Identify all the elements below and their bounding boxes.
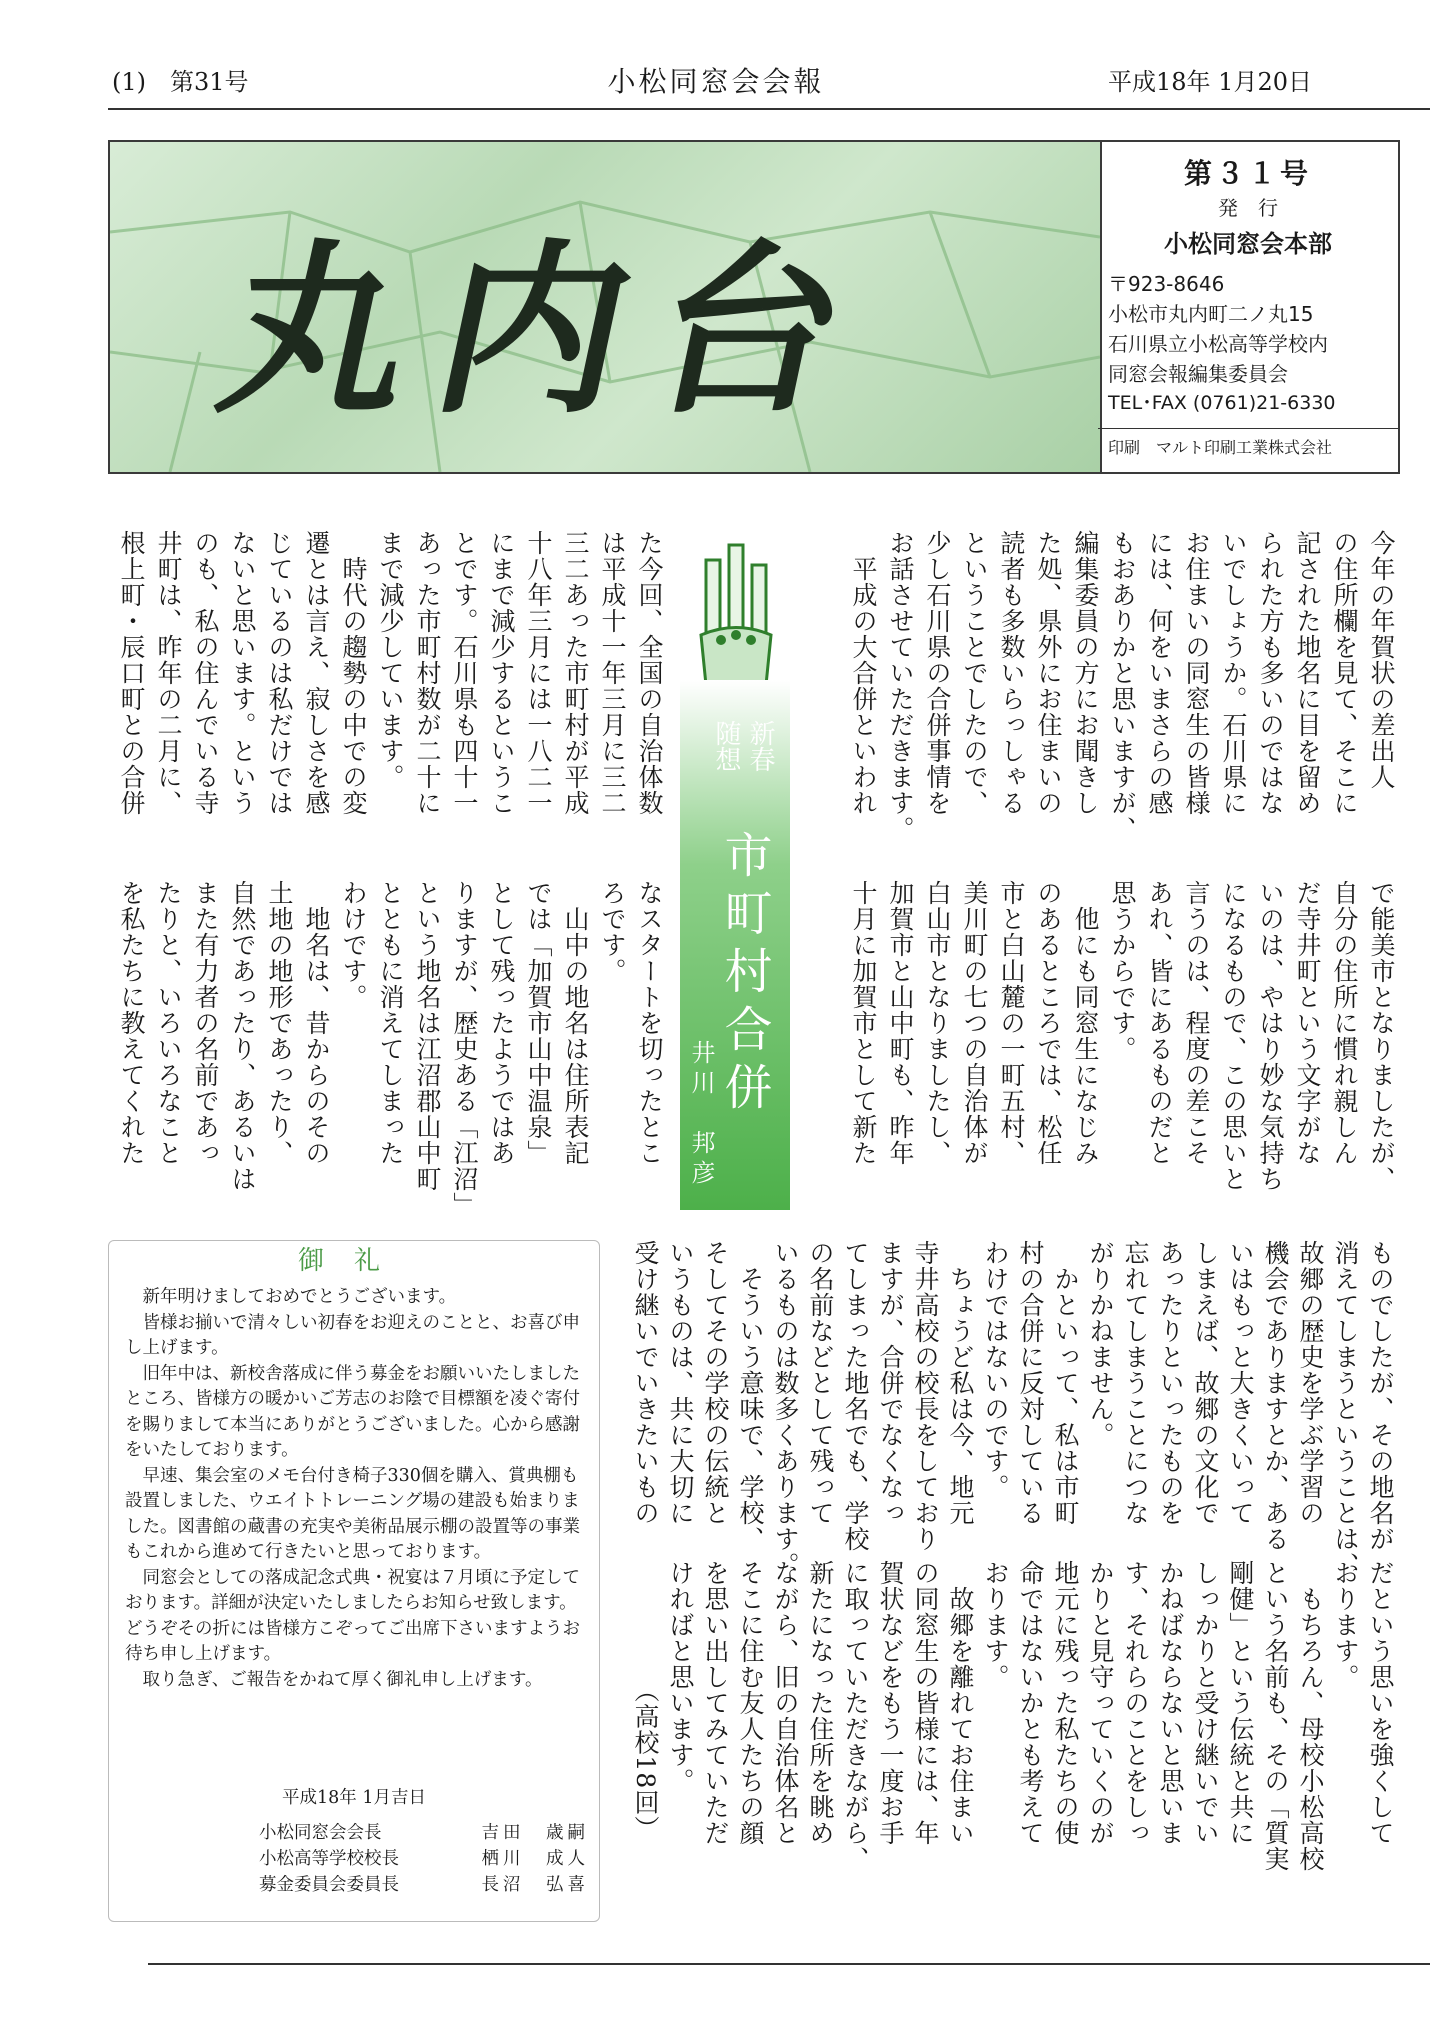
issue-date: 平成18年 1月20日 bbox=[1108, 68, 1312, 96]
address-line-2: 石川県立小松高等学校内 bbox=[1108, 332, 1328, 356]
kadomatsu-icon bbox=[686, 540, 786, 690]
signatory-name: 吉田 歳嗣 bbox=[481, 1823, 589, 1843]
essay-column-left-lower: だという思いを強くして おります。 もちろん、母校小松高校 という名前も、その「質実 剛健」という伝統と共に しっかりと受け継いでい かねばならないと思いま す、それらのことをしっ かりと見守っていくのが 地元に残った私たちの使 命ではないかとも考えて おります。 故郷を離れてお住まい の同窓生の皆様には、年 賀状などをもう一度お手 に取っていただきながら、 新たになった住所を眺め ながら、旧の自治体名と そこに住む友人たちの顔 を思い出してみていただ ければと思います。 （高校18回） bbox=[631, 1560, 1395, 1872]
notice-paragraph: 旧年中は、新校舎落成に伴う募金をお願いいたしましたところ、皆様方の暖かいご芳志のお陰で目標額を凌ぐ寄付を賜りまして本当にありがとうございました。心から感謝をいたしております。 bbox=[125, 1363, 580, 1460]
masthead-banner bbox=[108, 140, 1102, 474]
category-zuisou: 随想 bbox=[711, 720, 741, 772]
essay-author: 井川 邦彦 bbox=[687, 1040, 715, 1190]
notice-paragraph: 新年明けましておめでとうございます。 bbox=[142, 1287, 457, 1307]
essay-column-right-middle: で能美市となりましたが、 自分の住所に慣れ親しん だ寺井町という文字がな いのは、やはり妙な気持ち になるもので、この思いと 言うのは、程度の差こそ あれ、皆にあるものだと 思うからです。 他にも同窓生になじみ のあるところでは、松任 市と白山麓の一町五村、 美川町の七つの自治体が 白山市となりましたし、 加賀市と山中町も、昨年 十月に加賀市として新た bbox=[849, 880, 1396, 1192]
address-line-1: 小松市丸内町二ノ丸15 bbox=[1108, 302, 1314, 326]
notice-date: 平成18年 1月吉日 bbox=[282, 1788, 426, 1808]
newsletter-title: 小松同窓会会報 bbox=[607, 65, 825, 98]
notice-paragraph: 早速、集会室のメモ台付き椅子330個を購入、賞典棚も設置しました、ウエイトトレーニング場の建設も始まりました。図書館の蔵書の充実や美術品展示棚の設置等の事業もこれから進めて行きたいと思っております。 bbox=[125, 1465, 580, 1562]
tel-fax: TEL･FAX (0761)21-6330 bbox=[1108, 392, 1336, 414]
page-issue-number: (1) 第31号 bbox=[112, 68, 249, 96]
footer-rule bbox=[148, 1963, 1430, 1965]
masthead-title: 丸内台 bbox=[203, 221, 895, 439]
signatory-row bbox=[259, 1873, 589, 1899]
publisher-info bbox=[1098, 140, 1400, 474]
essay-column-right-upper: 今年の年賀状の差出人 の住所欄を見て、そこに 記された地名に目を留め られた方も多いのではな いでしょうか。石川県に お住まいの同窓生の皆様 には、何をいまさらの感 もおありかと思いますが、 編集委員の方にお聞きし た処、県外にお住まいの 読者も多数いらっしゃる ということでしたので、 少し石川県の合併事情を お話させていただきます。 平成の大合併といわれ bbox=[849, 530, 1396, 842]
essay-column-right-lower: ものでしたが、その地名が 消えてしまうということは、 故郷の歴史を学ぶ学習の 機会でありますとか、ある いはもっと大きくいって しまえば、故郷の文化で あったりといったものを 忘れてしまうことにつな がりかねません。 かといって、私は市町 村の合併に反対している わけではないのです。 ちょうど私は今、地元 寺井高校の校長をしており ますが、合併でなくなっ てしまった地名でも、学校 の名前などとして残って いるものは数多くあります。 そういう意味で、学校、 そしてその学校の伝統と いうものは、共に大切に 受け継いでいきたいもの bbox=[631, 1240, 1395, 1578]
published-label: 発 行 bbox=[1218, 196, 1278, 220]
header-rule bbox=[108, 108, 1430, 110]
essay-column-left-middle: なスタートを切ったとこ ろです。 山中の地名は住所表記 では「加賀市山中温泉」 として残ったようではあ りますが、歴史ある「江沼」 という地名は江沼郡山中町 とともに消えてしまった わけです。 地名は、昔からのその 土地の地形であったり、 自然であったり、あるいは また有力者の名前であっ たりと、いろいろなこと を私たちに教えてくれた bbox=[117, 880, 664, 1218]
notice-body bbox=[125, 1285, 587, 1693]
category-shinshun: 新春 bbox=[745, 720, 775, 772]
essay-title-banner bbox=[680, 680, 790, 1210]
notice-paragraph: 皆様お揃いで清々しい初春をお迎えのことと、お喜び申し上げます。 bbox=[125, 1312, 580, 1358]
essay-column-left-upper: た今回、全国の自治体数 は平成十一年三月に三二 三二あった市町村が平成 十八年三月には一八二一 にまで減少するというこ とです。石川県も四十一 あった市町村数が二十に まで減少しています。 時代の趨勢の中での変 遷とは言え、寂しさを感 じているのは私だけでは ないと思います。という のも、私の住んでいる寺 井町は、昨年の二月に、 根上町・辰口町との合併 bbox=[117, 530, 664, 816]
signatory-row bbox=[259, 1847, 589, 1873]
publisher-name: 小松同窓会本部 bbox=[1164, 230, 1332, 258]
address-line-3: 同窓会報編集委員会 bbox=[1108, 362, 1288, 386]
printer-name: 印刷 マルト印刷工業株式会社 bbox=[1098, 428, 1398, 458]
thank-you-notice bbox=[108, 1240, 600, 1922]
signatory-name: 長沼 弘喜 bbox=[481, 1875, 589, 1895]
signatory-row bbox=[259, 1821, 589, 1847]
postal-code: 〒923-8646 bbox=[1108, 272, 1225, 296]
essay-title: 市町村合併 bbox=[716, 830, 772, 1120]
signatory-role: 募金委員会委員長 bbox=[259, 1875, 399, 1895]
issue-number: 第３１号 bbox=[1183, 157, 1312, 190]
notice-paragraph: 同窓会としての落成記念式典・祝宴は７月頃に予定しております。詳細が決定いたしましたらお知らせ致します。どうぞその折には皆様方こぞってご出席下さいますようお待ち申し上げます。 bbox=[125, 1567, 580, 1664]
signatory-role: 小松高等学校校長 bbox=[259, 1849, 399, 1869]
notice-paragraph: 取り急ぎ、ご報告をかねて厚く御礼申し上げます。 bbox=[142, 1669, 543, 1690]
notice-title: 御礼 bbox=[297, 1246, 410, 1276]
signatory-name: 栖川 成人 bbox=[481, 1849, 589, 1869]
signatory-role: 小松同窓会会長 bbox=[259, 1823, 382, 1843]
